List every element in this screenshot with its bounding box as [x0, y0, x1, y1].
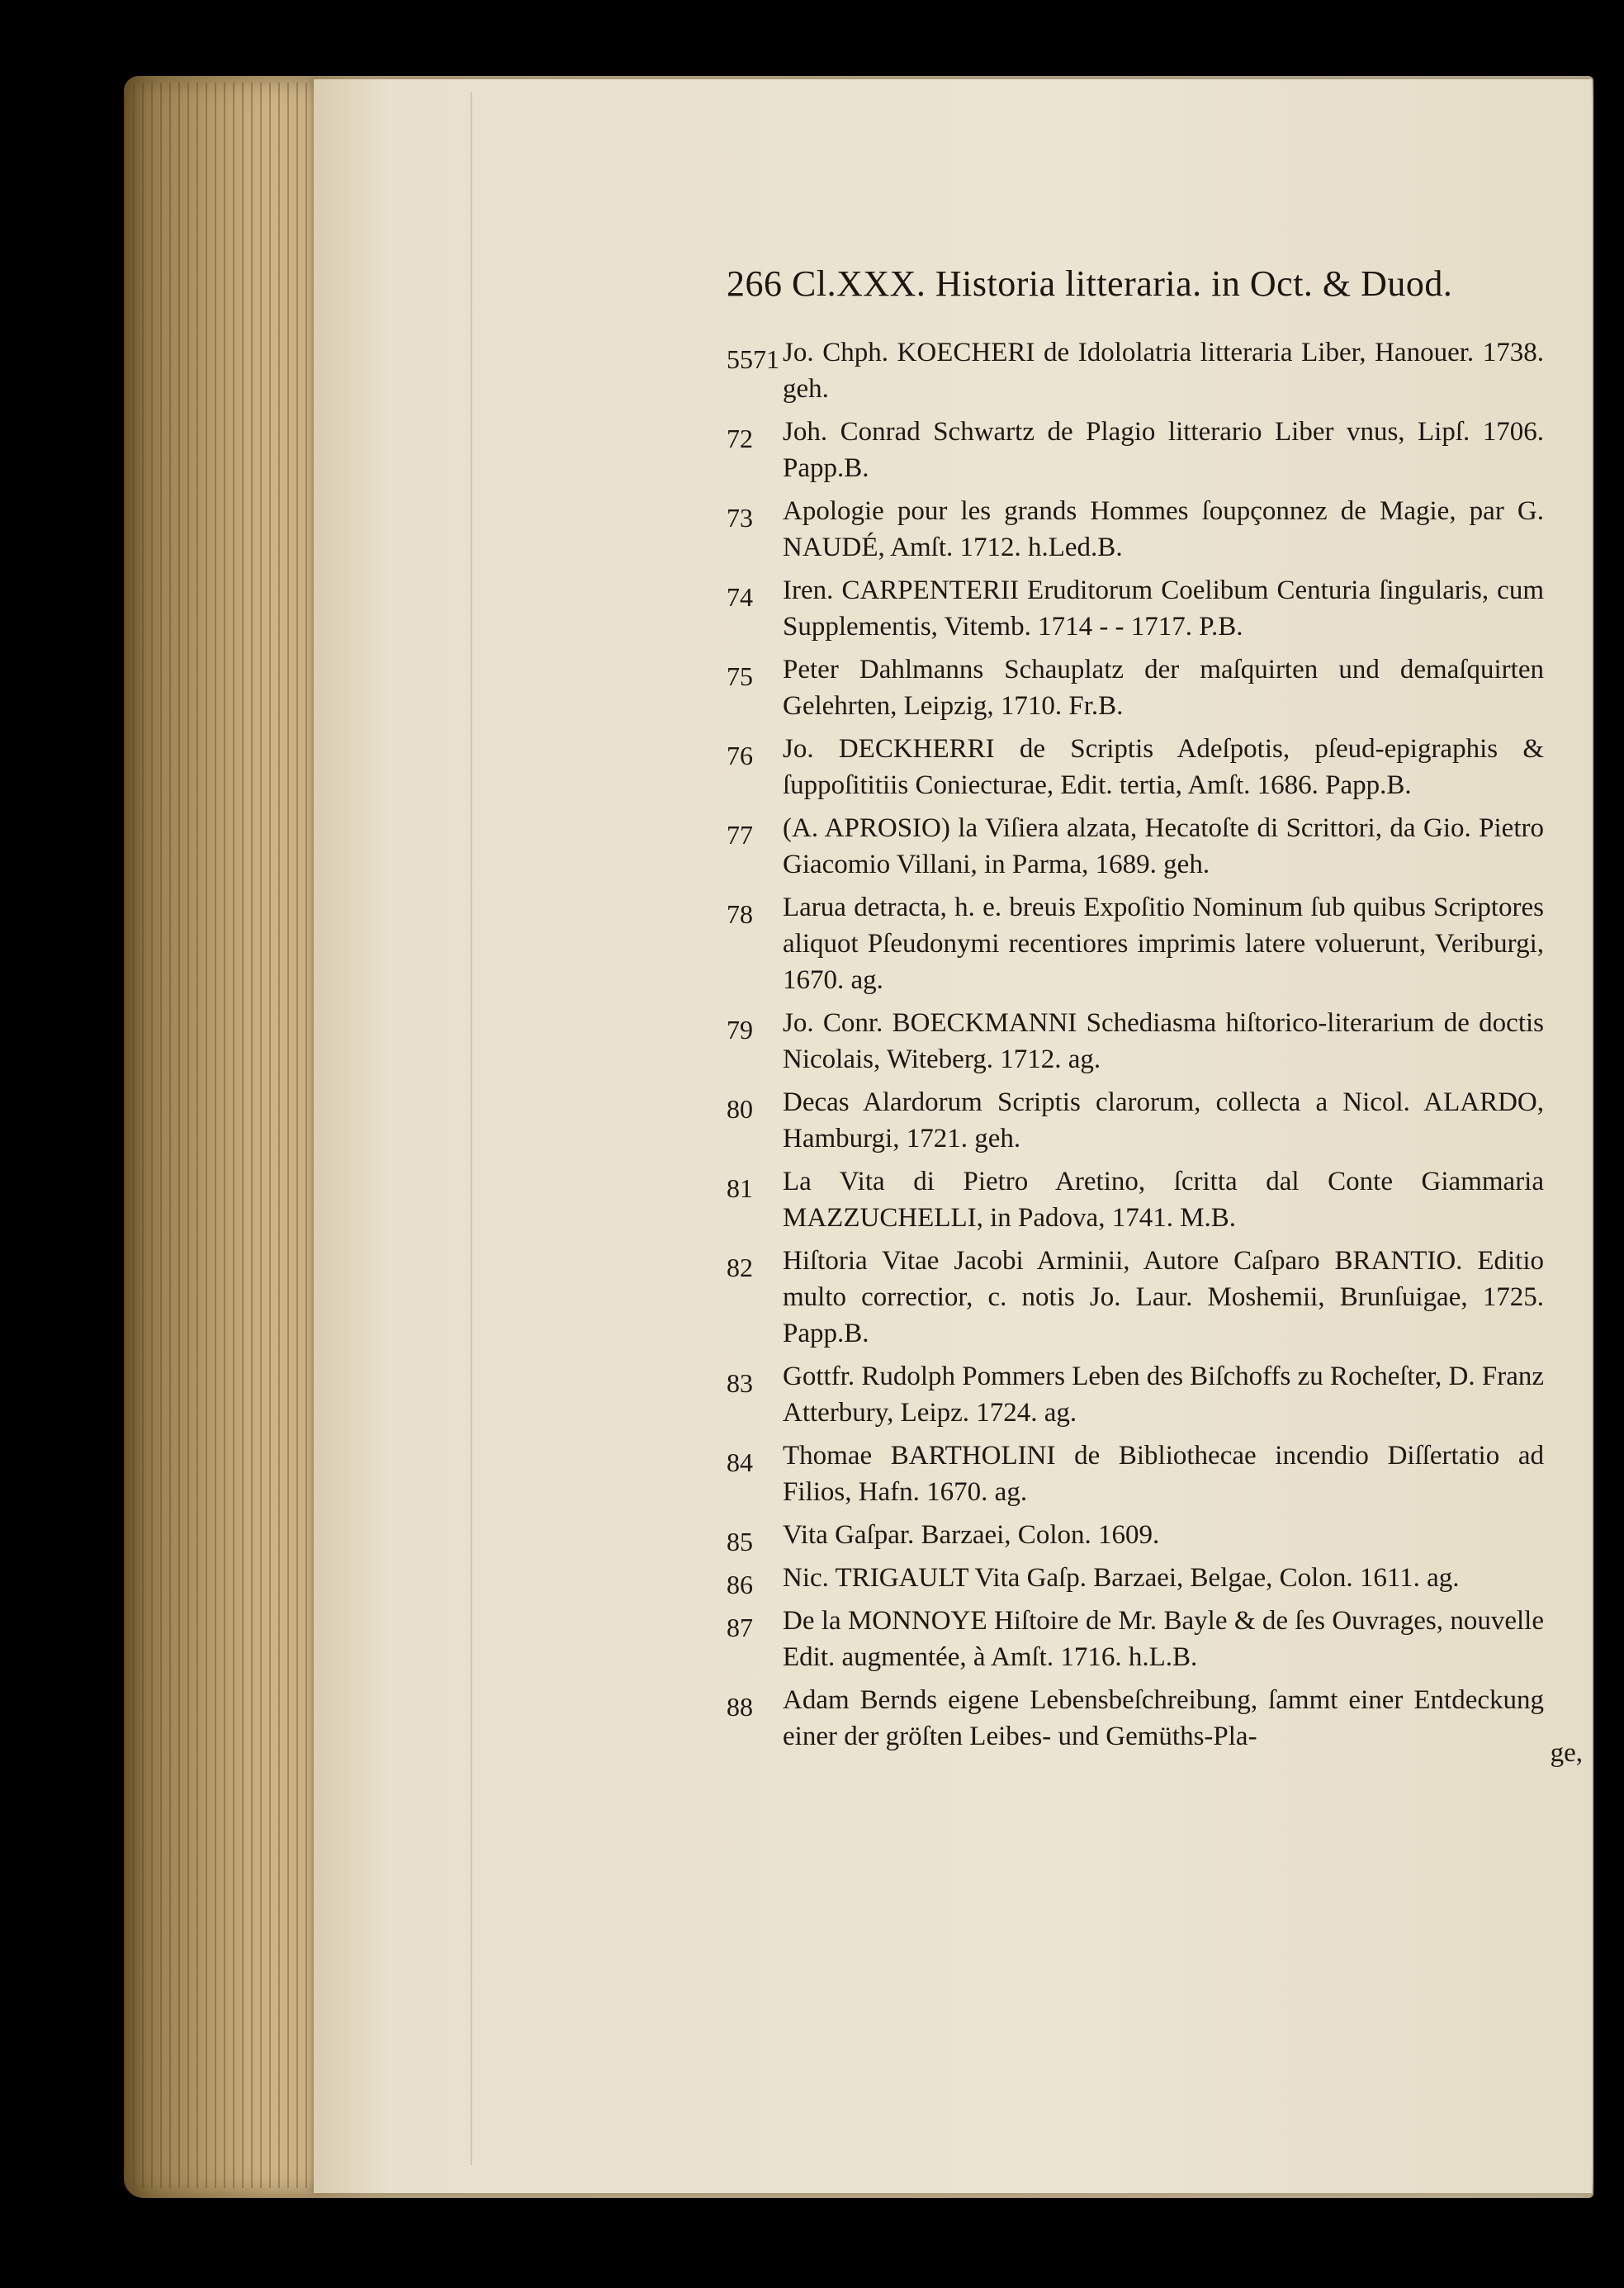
- entry-number: 88: [727, 1692, 753, 1722]
- catalog-entry: [727, 1163, 1544, 1236]
- entry-text: Jo. DECKHERRI de Scriptis Adeſpotis, pſeud-epigraphis & ſuppoſititiis Coniecturae, Edit. tertia, Amſt. 1686. Papp.B.: [783, 734, 1544, 800]
- entry-number: 75: [727, 661, 753, 691]
- entry-number: 86: [727, 1570, 753, 1599]
- entry-text: De la MONNOYE Hiſtoire de Mr. Bayle & de ſes Ouvrages, nouvelle Edit. augmentée, à Amſt. 1716. h.L.B.: [783, 1606, 1544, 1672]
- entry-text: Joh. Conrad Schwartz de Plagio litterario Liber vnus, Lipſ. 1706. Papp.B.: [783, 417, 1544, 483]
- catalog-entry: [727, 651, 1544, 724]
- catalog-entry: [727, 1603, 1544, 1675]
- catalog-entry: [727, 1358, 1544, 1431]
- catalog-entry: [727, 1560, 1544, 1599]
- entry-number: 5571: [727, 344, 779, 374]
- page-edges: [124, 83, 314, 2188]
- entry-text: Apologie pour les grands Hommes ſoupçonnez de Magie, par G. NAUDÉ, Amſt. 1712. h.Led.B.: [783, 496, 1544, 562]
- entry-text: Adam Bernds eigene Lebensbeſchreibung, ſammt einer Entdeckung einer der gröſten Leibes- und Gemüths-Pla-: [783, 1685, 1544, 1751]
- catalog-entry: [727, 493, 1544, 566]
- entry-text: Peter Dahlmanns Schauplatz der maſquirten und demaſquirten Gelehrten, Leipzig, 1710. Fr.B.: [783, 655, 1544, 721]
- entry-text: Vita Gaſpar. Barzaei, Colon. 1609.: [783, 1520, 1160, 1550]
- page-fold-line: [471, 92, 472, 2165]
- entry-number: 78: [727, 899, 753, 929]
- entry-text: Gottfr. Rudolph Pommers Leben des Biſchoffs zu Rocheſter, D. Franz Atterbury, Leipz. 1724. ag.: [783, 1362, 1544, 1428]
- entry-text: Jo. Conr. BOECKMANNI Schediasma hiſtorico-literarium de doctis Nicolais, Witeberg. 1712. ag.: [783, 1008, 1544, 1074]
- catalog-entries: [727, 334, 1544, 1761]
- entry-number: 72: [727, 424, 753, 453]
- entry-number: 79: [727, 1015, 753, 1045]
- catalog-entry: [727, 810, 1544, 883]
- entry-number: 85: [727, 1527, 753, 1556]
- catalog-entry: [727, 1005, 1544, 1078]
- entry-text: Jo. Chph. KOECHERI de Idololatria litteraria Liber, Hanouer. 1738. geh.: [783, 338, 1544, 404]
- running-head: 266 Cl.XXX. Historia litteraria. in Oct. & Duod.: [727, 263, 1453, 304]
- entry-number: 82: [727, 1253, 753, 1282]
- entry-text: La Vita di Pietro Aretino, ſcritta dal Conte Giammaria MAZZUCHELLI, in Padova, 1741. M.B.: [783, 1167, 1544, 1233]
- catalog-entry: [727, 1084, 1544, 1157]
- catalog-entry: [727, 334, 1544, 407]
- entry-number: 83: [727, 1368, 753, 1398]
- entry-number: 77: [727, 820, 753, 850]
- catalog-entry: [727, 1438, 1544, 1510]
- catchword: ge,: [1550, 1738, 1583, 1768]
- entry-text: Iren. CARPENTERII Eruditorum Coelibum Centuria ſingularis, cum Supplementis, Vitemb. 1714 - - 1717. P.B.: [783, 576, 1544, 642]
- entry-number: 87: [727, 1613, 753, 1642]
- entry-text: Nic. TRIGAULT Vita Gaſp. Barzaei, Belgae, Colon. 1611. ag.: [783, 1563, 1460, 1593]
- catalog-entry: [727, 572, 1544, 645]
- entry-number: 80: [727, 1094, 753, 1124]
- entry-number: 81: [727, 1173, 753, 1203]
- entry-number: 76: [727, 741, 753, 770]
- catalog-entry: [727, 889, 1544, 998]
- entry-text: Larua detracta, h. e. breuis Expoſitio Nominum ſub quibus Scriptores aliquot Pſeudonymi recentiores imprimis latere voluerunt, Veriburgi, 1670. ag.: [783, 893, 1544, 995]
- entry-text: Thomae BARTHOLINI de Bibliothecae incendio Diſſertatio ad Filios, Hafn. 1670. ag.: [783, 1441, 1544, 1507]
- entry-number: 73: [727, 503, 753, 533]
- entry-number: 74: [727, 582, 753, 612]
- entry-text: Hiſtoria Vitae Jacobi Arminii, Autore Caſparo BRANTIO. Editio multo correctior, c. notis Jo. Laur. Moshemii, Brunſuigae, 1725. Papp.B.: [783, 1246, 1544, 1348]
- catalog-entry: [727, 1243, 1544, 1352]
- catalog-entry: [727, 1682, 1544, 1755]
- catalog-entry: [727, 414, 1544, 486]
- catalog-entry: [727, 1517, 1544, 1556]
- entry-text: (A. APROSIO) la Viſiera alzata, Hecatoſte di Scrittori, da Gio. Pietro Giacomio Villani, in Parma, 1689. geh.: [783, 813, 1544, 879]
- entry-number: 84: [727, 1447, 753, 1477]
- catalog-entry: [727, 731, 1544, 803]
- entry-text: Decas Alardorum Scriptis clarorum, collecta a Nicol. ALARDO, Hamburgi, 1721. geh.: [783, 1087, 1544, 1153]
